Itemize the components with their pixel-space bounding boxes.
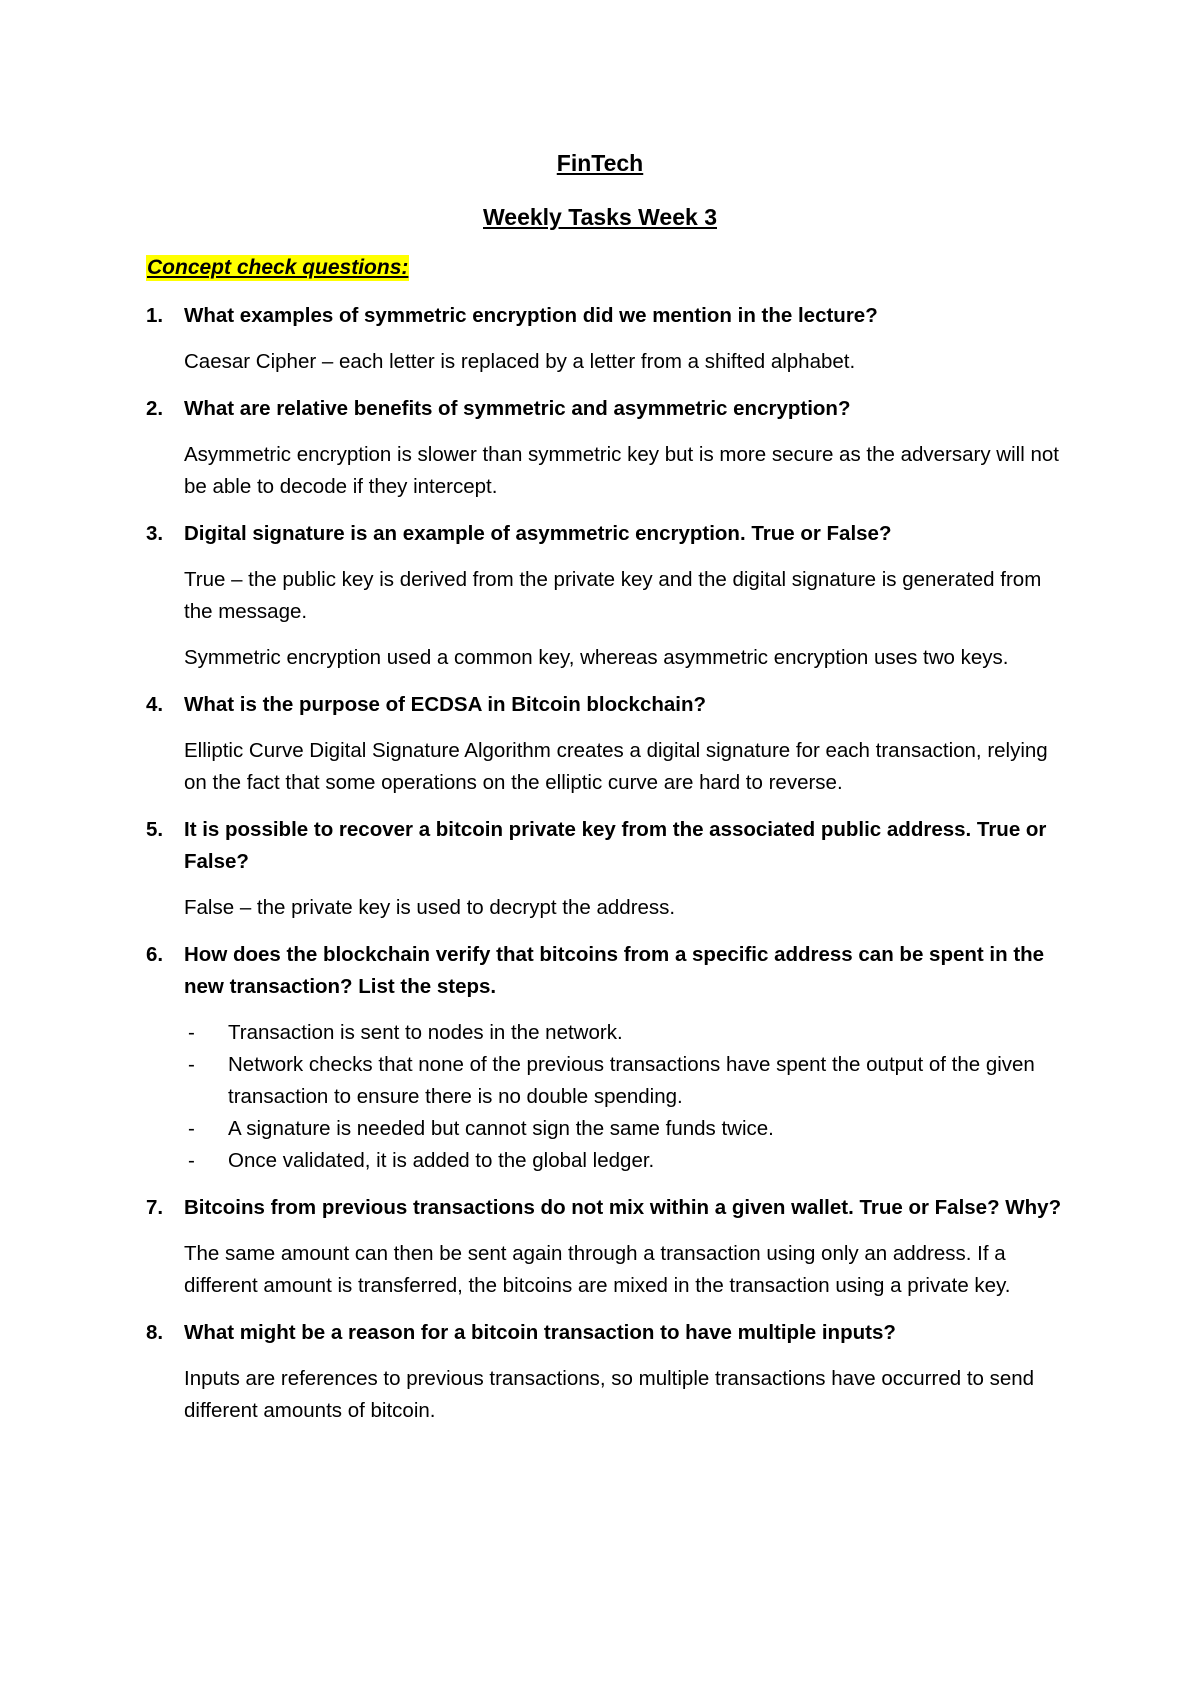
question-label: What is the purpose of ECDSA in Bitcoin blockchain? (184, 693, 707, 716)
question-text (146, 939, 1066, 1003)
list-item (188, 1145, 1066, 1177)
step-text: Network checks that none of the previous transactions have spent the output of the given transaction to ensure there is no double spending. (228, 1053, 1035, 1108)
answer-text: Asymmetric encryption is slower than symmetric key but is more secure as the adversary will not be able to decode if they intercept. (184, 443, 1059, 498)
question-text (146, 814, 1066, 878)
document-title: FinTech (556, 150, 644, 176)
answer-text: Elliptic Curve Digital Signature Algorithm creates a digital signature for each transaction, relying on the fact that some operations on the elliptic curve are hard to reverse. (184, 739, 1048, 794)
step-text: Once validated, it is added to the global ledger. (228, 1149, 655, 1172)
question-item (146, 300, 1066, 378)
question-number: 3. (146, 522, 164, 545)
answer-text: True – the public key is derived from the private key and the digital signature is generated from the message. (184, 568, 1042, 623)
question-text (146, 518, 1066, 550)
question-item (146, 393, 1066, 503)
question-number: 5. (146, 818, 164, 841)
step-text: A signature is needed but cannot sign the same funds twice. (228, 1117, 774, 1140)
question-item (146, 1317, 1066, 1427)
list-dash: - (188, 1149, 195, 1172)
question-label: How does the blockchain verify that bitcoins from a specific address can be spent in the new transaction? List the steps. (184, 943, 1045, 998)
question-item (146, 518, 1066, 674)
question-text (146, 393, 1066, 425)
question-label: Digital signature is an example of asymmetric encryption. True or False? (184, 522, 892, 545)
question-text (146, 1192, 1066, 1224)
list-item (188, 1049, 1066, 1113)
list-dash: - (188, 1117, 195, 1140)
question-item (146, 689, 1066, 799)
question-item (146, 939, 1066, 1177)
answer-text: The same amount can then be sent again through a transaction using only an address. If a different amount is transferred, the bitcoins are mixed in the transaction using a private key. (184, 1242, 1011, 1297)
steps-list (146, 1017, 1066, 1177)
question-label: What might be a reason for a bitcoin transaction to have multiple inputs? (184, 1321, 896, 1344)
answer-text: Inputs are references to previous transactions, so multiple transactions have occurred to send different amounts of bitcoin. (184, 1367, 1035, 1422)
question-item (146, 814, 1066, 924)
question-label: What are relative benefits of symmetric and asymmetric encryption? (184, 397, 851, 420)
question-number: 7. (146, 1196, 164, 1219)
answer-text: Symmetric encryption used a common key, whereas asymmetric encryption uses two keys. (184, 646, 1009, 669)
question-item (146, 1192, 1066, 1302)
questions-list (146, 300, 1066, 1442)
answer-text: False – the private key is used to decrypt the address. (184, 896, 676, 919)
question-number: 8. (146, 1321, 164, 1344)
question-label: What examples of symmetric encryption did we mention in the lecture? (184, 304, 878, 327)
question-text (146, 1317, 1066, 1349)
list-item (188, 1017, 1066, 1049)
question-number: 1. (146, 304, 164, 327)
question-number: 2. (146, 397, 164, 420)
question-text (146, 300, 1066, 332)
step-text: Transaction is sent to nodes in the network. (228, 1021, 623, 1044)
question-number: 4. (146, 693, 164, 716)
answer-text: Caesar Cipher – each letter is replaced by a letter from a shifted alphabet. (184, 350, 856, 373)
document-subtitle: Weekly Tasks Week 3 (483, 204, 717, 230)
list-item (188, 1113, 1066, 1145)
question-number: 6. (146, 943, 164, 966)
question-label: It is possible to recover a bitcoin private key from the associated public address. True or False? (184, 818, 1047, 873)
list-dash: - (188, 1021, 195, 1044)
question-label: Bitcoins from previous transactions do not mix within a given wallet. True or False? Why? (184, 1196, 1062, 1219)
question-text (146, 689, 1066, 721)
list-dash: - (188, 1053, 195, 1076)
section-heading: Concept check questions: (147, 256, 409, 279)
